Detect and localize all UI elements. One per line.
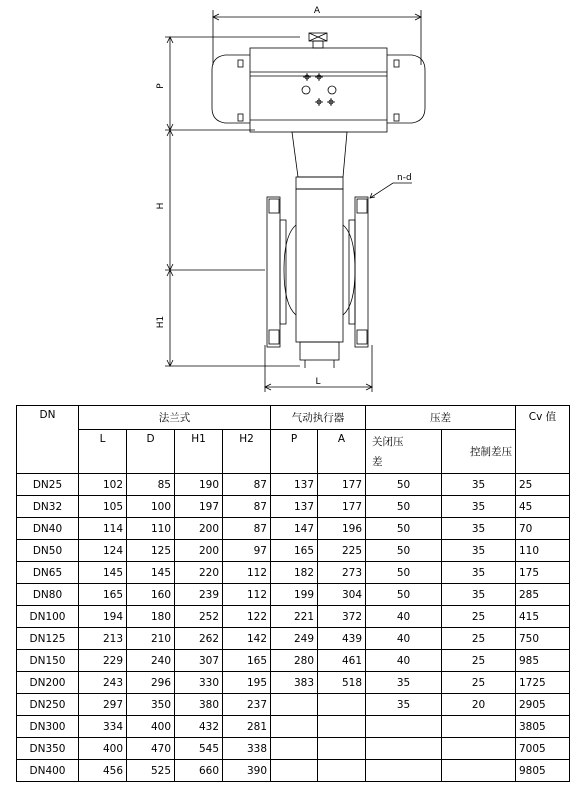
cell-h1: 432 — [175, 716, 223, 738]
cell-ctrl-diff: 35 — [442, 562, 516, 584]
cell-h2: 165 — [223, 650, 271, 672]
cell-cv: 1725 — [516, 672, 570, 694]
cell-d: 85 — [127, 474, 175, 496]
cell-cv: 9805 — [516, 760, 570, 782]
cell-l: 456 — [79, 760, 127, 782]
cell-a: 518 — [318, 672, 366, 694]
cell-p — [271, 760, 318, 782]
cell-p: 147 — [271, 518, 318, 540]
cell-close-diff: 40 — [366, 628, 442, 650]
header-close-diff: 关闭压差 — [366, 430, 442, 474]
cell-p: 249 — [271, 628, 318, 650]
cell-p: 199 — [271, 584, 318, 606]
cell-close-diff: 50 — [366, 562, 442, 584]
cell-h2: 338 — [223, 738, 271, 760]
cell-d: 350 — [127, 694, 175, 716]
cell-p: 137 — [271, 474, 318, 496]
cell-l: 334 — [79, 716, 127, 738]
cell-dn: DN40 — [17, 518, 79, 540]
header-l: L — [79, 430, 127, 474]
actuator-body — [250, 48, 387, 132]
cell-close-diff: 50 — [366, 540, 442, 562]
right-end-cap — [387, 55, 425, 123]
cell-a: 177 — [318, 496, 366, 518]
cell-h2: 112 — [223, 562, 271, 584]
cell-l: 297 — [79, 694, 127, 716]
cell-h2: 237 — [223, 694, 271, 716]
cell-ctrl-diff: 35 — [442, 474, 516, 496]
cell-h1: 220 — [175, 562, 223, 584]
table-row — [17, 562, 570, 584]
cell-dn: DN50 — [17, 540, 79, 562]
cell-cv: 175 — [516, 562, 570, 584]
cell-d: 160 — [127, 584, 175, 606]
cell-cv: 110 — [516, 540, 570, 562]
cell-h1: 262 — [175, 628, 223, 650]
cell-h2: 195 — [223, 672, 271, 694]
cell-close-diff: 50 — [366, 496, 442, 518]
cell-p: 165 — [271, 540, 318, 562]
cell-cv: 415 — [516, 606, 570, 628]
cell-ctrl-diff: 25 — [442, 672, 516, 694]
dim-label-h: H — [156, 202, 166, 210]
cell-close-diff — [366, 738, 442, 760]
cell-h1: 200 — [175, 518, 223, 540]
cell-close-diff — [366, 760, 442, 782]
cell-ctrl-diff: 35 — [442, 518, 516, 540]
cell-d: 125 — [127, 540, 175, 562]
cell-h2: 87 — [223, 474, 271, 496]
header-dn: DN — [17, 406, 79, 474]
cell-cv: 985 — [516, 650, 570, 672]
cell-close-diff: 40 — [366, 606, 442, 628]
cell-dn: DN150 — [17, 650, 79, 672]
cell-h1: 380 — [175, 694, 223, 716]
dim-label-p: P — [156, 83, 166, 89]
cell-dn: DN80 — [17, 584, 79, 606]
cell-cv: 285 — [516, 584, 570, 606]
cell-d: 470 — [127, 738, 175, 760]
cell-h2: 97 — [223, 540, 271, 562]
header-actuator-group: 气动执行器 — [271, 406, 366, 430]
cell-a: 196 — [318, 518, 366, 540]
cell-ctrl-diff — [442, 716, 516, 738]
cell-ctrl-diff — [442, 738, 516, 760]
cell-p: 137 — [271, 496, 318, 518]
cell-l: 124 — [79, 540, 127, 562]
table-row — [17, 650, 570, 672]
dim-label-a: A — [313, 6, 321, 16]
table-row — [17, 694, 570, 716]
cell-cv: 25 — [516, 474, 570, 496]
cell-h2: 142 — [223, 628, 271, 650]
cell-l: 145 — [79, 562, 127, 584]
cell-a: 461 — [318, 650, 366, 672]
header-ctrl-diff: 控制差压 — [442, 430, 516, 474]
left-flange — [267, 197, 280, 347]
cell-dn: DN65 — [17, 562, 79, 584]
cell-h2: 87 — [223, 496, 271, 518]
header-cv: Cv 值 — [516, 406, 570, 474]
cell-a: 225 — [318, 540, 366, 562]
cell-a: 372 — [318, 606, 366, 628]
cell-h1: 190 — [175, 474, 223, 496]
cell-a — [318, 738, 366, 760]
cell-l: 194 — [79, 606, 127, 628]
spec-table — [16, 405, 570, 782]
cell-h1: 660 — [175, 760, 223, 782]
cell-h1: 239 — [175, 584, 223, 606]
bracket — [292, 132, 347, 177]
cell-dn: DN200 — [17, 672, 79, 694]
cell-ctrl-diff: 35 — [442, 584, 516, 606]
cell-d: 110 — [127, 518, 175, 540]
cell-h2: 390 — [223, 760, 271, 782]
cell-h2: 281 — [223, 716, 271, 738]
cell-a: 273 — [318, 562, 366, 584]
cell-d: 400 — [127, 716, 175, 738]
cell-a: 177 — [318, 474, 366, 496]
cell-d: 145 — [127, 562, 175, 584]
cell-ctrl-diff: 25 — [442, 628, 516, 650]
cell-close-diff: 40 — [366, 650, 442, 672]
cell-a: 304 — [318, 584, 366, 606]
cell-close-diff: 35 — [366, 672, 442, 694]
bottom-cap — [300, 342, 339, 360]
cell-close-diff — [366, 716, 442, 738]
cell-p: 280 — [271, 650, 318, 672]
table-row — [17, 518, 570, 540]
dim-label-l: L — [315, 377, 321, 387]
cell-h2: 112 — [223, 584, 271, 606]
table-row — [17, 738, 570, 760]
table-row — [17, 584, 570, 606]
header-p: P — [271, 430, 318, 474]
cell-dn: DN125 — [17, 628, 79, 650]
cell-d: 100 — [127, 496, 175, 518]
cell-ctrl-diff: 35 — [442, 496, 516, 518]
cell-cv: 7005 — [516, 738, 570, 760]
cell-close-diff: 50 — [366, 584, 442, 606]
nd-leader — [370, 183, 412, 198]
cell-l: 114 — [79, 518, 127, 540]
cell-h1: 545 — [175, 738, 223, 760]
cell-l: 165 — [79, 584, 127, 606]
cell-h1: 330 — [175, 672, 223, 694]
cell-cv: 750 — [516, 628, 570, 650]
cell-h1: 307 — [175, 650, 223, 672]
cell-p — [271, 716, 318, 738]
cell-p: 221 — [271, 606, 318, 628]
right-flange — [355, 197, 368, 347]
table-row — [17, 540, 570, 562]
header-h2: H2 — [223, 430, 271, 474]
cell-dn: DN250 — [17, 694, 79, 716]
cell-h2: 122 — [223, 606, 271, 628]
cell-d: 525 — [127, 760, 175, 782]
cell-close-diff: 50 — [366, 474, 442, 496]
cell-h1: 252 — [175, 606, 223, 628]
cell-d: 296 — [127, 672, 175, 694]
cell-a — [318, 760, 366, 782]
cell-d: 210 — [127, 628, 175, 650]
cell-h1: 200 — [175, 540, 223, 562]
table-row — [17, 672, 570, 694]
cell-l: 102 — [79, 474, 127, 496]
table-row — [17, 496, 570, 518]
cell-cv: 2905 — [516, 694, 570, 716]
cell-l: 229 — [79, 650, 127, 672]
cell-h2: 87 — [223, 518, 271, 540]
cell-close-diff: 35 — [366, 694, 442, 716]
header-h1: H1 — [175, 430, 223, 474]
cell-ctrl-diff: 20 — [442, 694, 516, 716]
cell-p — [271, 694, 318, 716]
cell-ctrl-diff — [442, 760, 516, 782]
cell-a: 439 — [318, 628, 366, 650]
cell-dn: DN100 — [17, 606, 79, 628]
cell-l: 213 — [79, 628, 127, 650]
header-pressure-group: 压差 — [366, 406, 516, 430]
header-a: A — [318, 430, 366, 474]
cell-dn: DN25 — [17, 474, 79, 496]
cell-d: 240 — [127, 650, 175, 672]
cell-l: 243 — [79, 672, 127, 694]
table-row — [17, 716, 570, 738]
cell-close-diff: 50 — [366, 518, 442, 540]
cell-h1: 197 — [175, 496, 223, 518]
cell-cv: 70 — [516, 518, 570, 540]
table-row — [17, 628, 570, 650]
table-row — [17, 474, 570, 496]
cell-l: 400 — [79, 738, 127, 760]
cell-dn: DN32 — [17, 496, 79, 518]
cell-d: 180 — [127, 606, 175, 628]
header-d: D — [127, 430, 175, 474]
cell-p — [271, 738, 318, 760]
cell-a — [318, 694, 366, 716]
cell-dn: DN350 — [17, 738, 79, 760]
header-flange-group: 法兰式 — [79, 406, 271, 430]
dim-label-h1: H1 — [156, 315, 166, 329]
valve-body — [296, 189, 343, 342]
table-row — [17, 760, 570, 782]
cell-ctrl-diff: 25 — [442, 650, 516, 672]
dim-label-nd: n-d — [397, 173, 412, 183]
cell-cv: 45 — [516, 496, 570, 518]
cell-a — [318, 716, 366, 738]
cell-dn: DN400 — [17, 760, 79, 782]
cell-ctrl-diff: 25 — [442, 606, 516, 628]
cell-l: 105 — [79, 496, 127, 518]
left-end-cap — [212, 55, 250, 123]
cell-p: 182 — [271, 562, 318, 584]
cell-cv: 3805 — [516, 716, 570, 738]
cell-p: 383 — [271, 672, 318, 694]
cell-ctrl-diff: 35 — [442, 540, 516, 562]
cell-dn: DN300 — [17, 716, 79, 738]
table-row — [17, 606, 570, 628]
